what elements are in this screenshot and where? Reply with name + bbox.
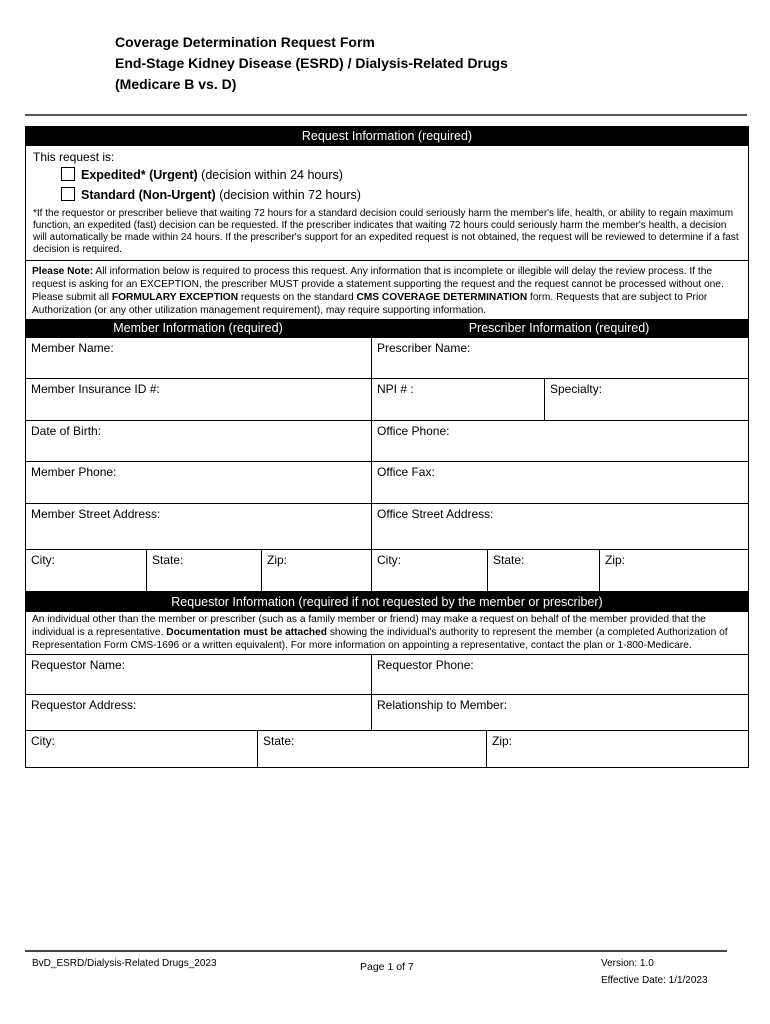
member-city-field[interactable]: City: (31, 553, 55, 567)
requestor-desc-1: An individual other than the member or prescriber (such as a family member or friend) may make a request on behalf of the member provided that the individual is a representative. (32, 614, 706, 638)
prescriber-info-header: Prescriber Information (required) (468, 321, 650, 335)
requestor-address-field[interactable]: Requestor Address: (31, 698, 137, 712)
requestor-name-field[interactable]: Requestor Name: (31, 658, 126, 672)
request-info-header: Request Information (required) (26, 127, 748, 146)
footer-version: Version: 1.0 (601, 958, 654, 969)
member-prescriber-header (26, 319, 748, 337)
main-form (25, 126, 749, 592)
row-dob (26, 420, 748, 461)
specialty-field[interactable]: Specialty: (544, 379, 748, 420)
requestor-zip-field[interactable]: Zip: (486, 731, 748, 767)
member-phone-field[interactable]: Member Phone: (31, 465, 117, 479)
requestor-description (26, 612, 748, 654)
office-fax-field[interactable]: Office Fax: (371, 462, 748, 503)
footer-page-number: Page 1 of 7 (360, 961, 414, 973)
footer-doc-id: BvD_ESRD/Dialysis-Related Drugs_2023 (32, 958, 217, 969)
requestor-state-field[interactable]: State: (257, 731, 486, 767)
requestor-desc-bold: Documentation must be attached (166, 627, 327, 638)
standard-desc: (decision within 72 hours) (215, 188, 361, 202)
row-names (26, 337, 748, 378)
expedited-option[interactable] (33, 165, 742, 185)
member-street-field[interactable]: Member Street Address: (31, 507, 161, 521)
prescriber-zip-field[interactable]: Zip: (599, 550, 748, 591)
requestor-row-address (26, 694, 748, 730)
member-info-header: Member Information (required) (113, 321, 283, 335)
note-label: Please Note: (32, 266, 94, 277)
office-street-field[interactable]: Office Street Address: (371, 504, 748, 549)
requestor-desc-2: showing the individual's authority to represent the member (a completed Authorization of Representation Form CMS-1696 or a written equivalent). For more information on appointing a representative, contact the plan or 1-800-Medicare. (32, 627, 728, 651)
member-zip-field[interactable]: Zip: (261, 550, 371, 591)
expedited-desc: (decision within 24 hours) (197, 168, 343, 182)
date-of-birth-field[interactable]: Date of Birth: (31, 424, 102, 438)
requestor-info-header: Requestor Information (required if not requested by the member or prescriber) (26, 593, 748, 612)
row-phone (26, 461, 748, 503)
footer-divider (25, 950, 727, 952)
please-note (26, 260, 748, 319)
expedited-label: Expedited* (Urgent) (81, 168, 198, 182)
prescriber-state-field[interactable]: State: (487, 550, 599, 591)
note-bold-2: CMS COVERAGE DETERMINATION (356, 292, 528, 303)
row-city (26, 549, 748, 591)
footer-effective-date: Effective Date: 1/1/2023 (601, 975, 708, 986)
title-block (115, 32, 715, 95)
relationship-field[interactable]: Relationship to Member: (371, 695, 748, 730)
note-bold-1: FORMULARY EXCEPTION (111, 292, 239, 303)
office-phone-field[interactable]: Office Phone: (371, 421, 748, 461)
standard-checkbox[interactable] (61, 187, 75, 201)
note-text-1: All information below is required to process this request. Any information that is incomplete or illegible will delay the review process. If the request is asking for an EXCEPTION, the prescriber MUST provide a statement supporting the request and the request cannot be processed without one. Please submit all (32, 266, 724, 303)
prescriber-city-field[interactable]: City: (371, 550, 487, 591)
requestor-row-name (26, 654, 748, 694)
form-subtitle: End-Stage Kidney Disease (ESRD) / Dialysis-Related Drugs (115, 55, 508, 71)
row-ids (26, 378, 748, 420)
request-intro: This request is: (33, 150, 115, 164)
requestor-phone-field[interactable]: Requestor Phone: (371, 655, 748, 694)
row-street (26, 503, 748, 549)
request-type-section (26, 146, 748, 260)
standard-label: Standard (Non-Urgent) (81, 188, 216, 202)
title-divider (25, 114, 747, 116)
prescriber-name-field[interactable]: Prescriber Name: (371, 338, 748, 378)
note-text-3: form. Requests that are subject to Prior Authorization (or any other utilization management requirement), may require supporting information. (32, 292, 708, 316)
note-text-2: requests on the standard (238, 292, 357, 303)
requestor-form (25, 592, 749, 768)
npi-field[interactable]: NPI # : (371, 379, 544, 420)
member-insurance-id-field[interactable]: Member Insurance ID #: (31, 382, 160, 396)
standard-option[interactable] (33, 185, 742, 205)
member-name-field[interactable]: Member Name: (31, 341, 114, 355)
requestor-row-city (26, 730, 748, 767)
requestor-city-field[interactable]: City: (31, 734, 55, 748)
form-subtitle-medicare: (Medicare B vs. D) (115, 76, 237, 92)
form-title: Coverage Determination Request Form (115, 34, 375, 50)
expedited-footnote: *If the requestor or prescriber believe that waiting 72 hours for a standard decision could seriously harm the member's life, health, or ability to regain maximum function, an expedited (fast) decision can be requested. If the prescriber indicates that waiting 72 hours could seriously harm the member's health, a decision will automatically be made within 24 hours. If the prescriber's support for an expedited request is not obtained, the request will be reviewed to determine if a fast decision is required. (33, 208, 739, 255)
member-state-field[interactable]: State: (146, 550, 261, 591)
expedited-checkbox[interactable] (61, 167, 75, 181)
